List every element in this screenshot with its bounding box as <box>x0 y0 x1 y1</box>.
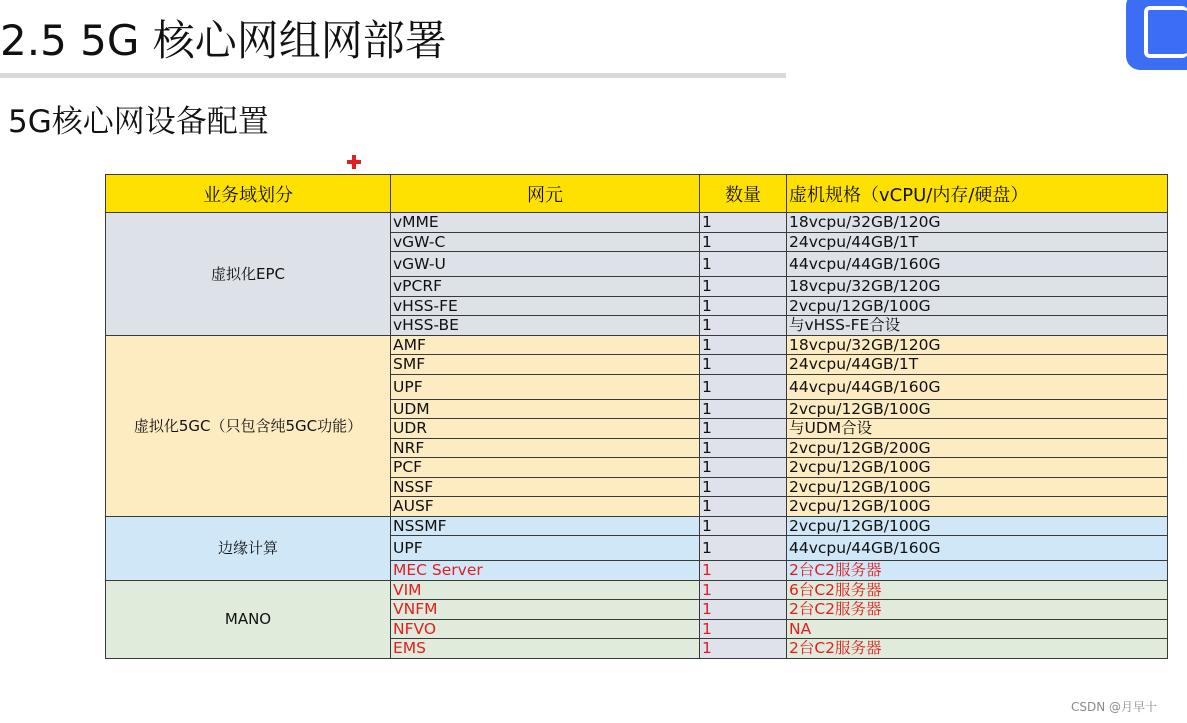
qty-cell: 1 <box>700 252 787 277</box>
domain-cell-5gc: 虚拟化5GC（只包含纯5GC功能） <box>106 335 391 516</box>
spec-cell: 2vcpu/12GB/100G <box>787 497 1168 517</box>
slide-subtitle: 5G核心网设备配置 <box>8 104 269 140</box>
qty-cell: 1 <box>700 536 787 561</box>
qty-cell: 1 <box>700 497 787 517</box>
ne-cell: VNFM <box>391 600 700 620</box>
ne-cell: EMS <box>391 639 700 659</box>
qty-cell: 1 <box>700 458 787 478</box>
spec-cell: 18vcpu/32GB/120G <box>787 335 1168 355</box>
spec-cell: 2vcpu/12GB/100G <box>787 477 1168 497</box>
ne-cell: vHSS-FE <box>391 296 700 316</box>
ne-cell: vMME <box>391 213 700 233</box>
app-logo-icon[interactable] <box>1126 0 1187 70</box>
title-divider <box>0 73 786 78</box>
domain-cell-epc: 虚拟化EPC <box>106 213 391 336</box>
table-row <box>106 580 1168 600</box>
spec-cell: 44vcpu/44GB/160G <box>787 252 1168 277</box>
ne-cell: AUSF <box>391 497 700 517</box>
spec-cell: 18vcpu/32GB/120G <box>787 277 1168 297</box>
qty-cell: 1 <box>700 232 787 252</box>
core-network-config-table <box>105 174 1168 659</box>
spec-cell: 2vcpu/12GB/100G <box>787 458 1168 478</box>
ne-cell: vPCRF <box>391 277 700 297</box>
spec-cell: 2vcpu/12GB/100G <box>787 516 1168 536</box>
ne-cell: UPF <box>391 536 700 561</box>
spec-cell: 2vcpu/12GB/100G <box>787 399 1168 419</box>
spec-cell: NA <box>787 619 1168 639</box>
ne-cell: UDR <box>391 419 700 439</box>
qty-cell: 1 <box>700 516 787 536</box>
ne-cell: vHSS-BE <box>391 316 700 336</box>
ne-cell: AMF <box>391 335 700 355</box>
ne-cell: SMF <box>391 355 700 375</box>
header-quantity: 数量 <box>700 175 787 213</box>
qty-cell: 1 <box>700 355 787 375</box>
ne-cell: PCF <box>391 458 700 478</box>
ne-cell: UPF <box>391 374 700 399</box>
spec-cell: 2台C2服务器 <box>787 639 1168 659</box>
ne-cell: UDM <box>391 399 700 419</box>
ne-cell: NSSF <box>391 477 700 497</box>
spec-cell: 18vcpu/32GB/120G <box>787 213 1168 233</box>
qty-cell: 1 <box>700 316 787 336</box>
table-row <box>106 516 1168 536</box>
ne-cell: NSSMF <box>391 516 700 536</box>
qty-cell: 1 <box>700 561 787 581</box>
ne-cell: VIM <box>391 580 700 600</box>
qty-cell: 1 <box>700 335 787 355</box>
spec-cell: 44vcpu/44GB/160G <box>787 374 1168 399</box>
qty-cell: 1 <box>700 277 787 297</box>
spec-cell: 2vcpu/12GB/200G <box>787 438 1168 458</box>
qty-cell: 1 <box>700 296 787 316</box>
qty-cell: 1 <box>700 213 787 233</box>
spec-cell: 6台C2服务器 <box>787 580 1168 600</box>
domain-cell-edge: 边缘计算 <box>106 516 391 580</box>
qty-cell: 1 <box>700 399 787 419</box>
spec-cell: 与UDM合设 <box>787 419 1168 439</box>
qty-cell: 1 <box>700 438 787 458</box>
qty-cell: 1 <box>700 600 787 620</box>
qty-cell: 1 <box>700 619 787 639</box>
ne-cell: NFVO <box>391 619 700 639</box>
qty-cell: 1 <box>700 477 787 497</box>
slide-title: 2.5 5G 核心网组网部署 <box>0 16 447 65</box>
qty-cell: 1 <box>700 419 787 439</box>
spec-cell: 24vcpu/44GB/1T <box>787 232 1168 252</box>
ne-cell: NRF <box>391 438 700 458</box>
qty-cell: 1 <box>700 580 787 600</box>
spec-cell: 2台C2服务器 <box>787 561 1168 581</box>
spec-cell: 2vcpu/12GB/100G <box>787 296 1168 316</box>
watermark-text: CSDN @月早十 <box>1071 700 1158 714</box>
qty-cell: 1 <box>700 639 787 659</box>
table-row <box>106 213 1168 233</box>
domain-cell-mano: MANO <box>106 580 391 658</box>
ne-cell: vGW-U <box>391 252 700 277</box>
red-plus-icon <box>346 154 362 170</box>
header-domain: 业务域划分 <box>106 175 391 213</box>
header-network-element: 网元 <box>391 175 700 213</box>
table-header-row <box>106 175 1168 213</box>
table-row <box>106 335 1168 355</box>
spec-cell: 24vcpu/44GB/1T <box>787 355 1168 375</box>
spec-cell: 2台C2服务器 <box>787 600 1168 620</box>
qty-cell: 1 <box>700 374 787 399</box>
spec-cell: 44vcpu/44GB/160G <box>787 536 1168 561</box>
spec-cell: 与vHSS-FE合设 <box>787 316 1168 336</box>
header-vm-spec: 虚机规格（vCPU/内存/硬盘） <box>787 175 1168 213</box>
ne-cell: vGW-C <box>391 232 700 252</box>
ne-cell: MEC Server <box>391 561 700 581</box>
